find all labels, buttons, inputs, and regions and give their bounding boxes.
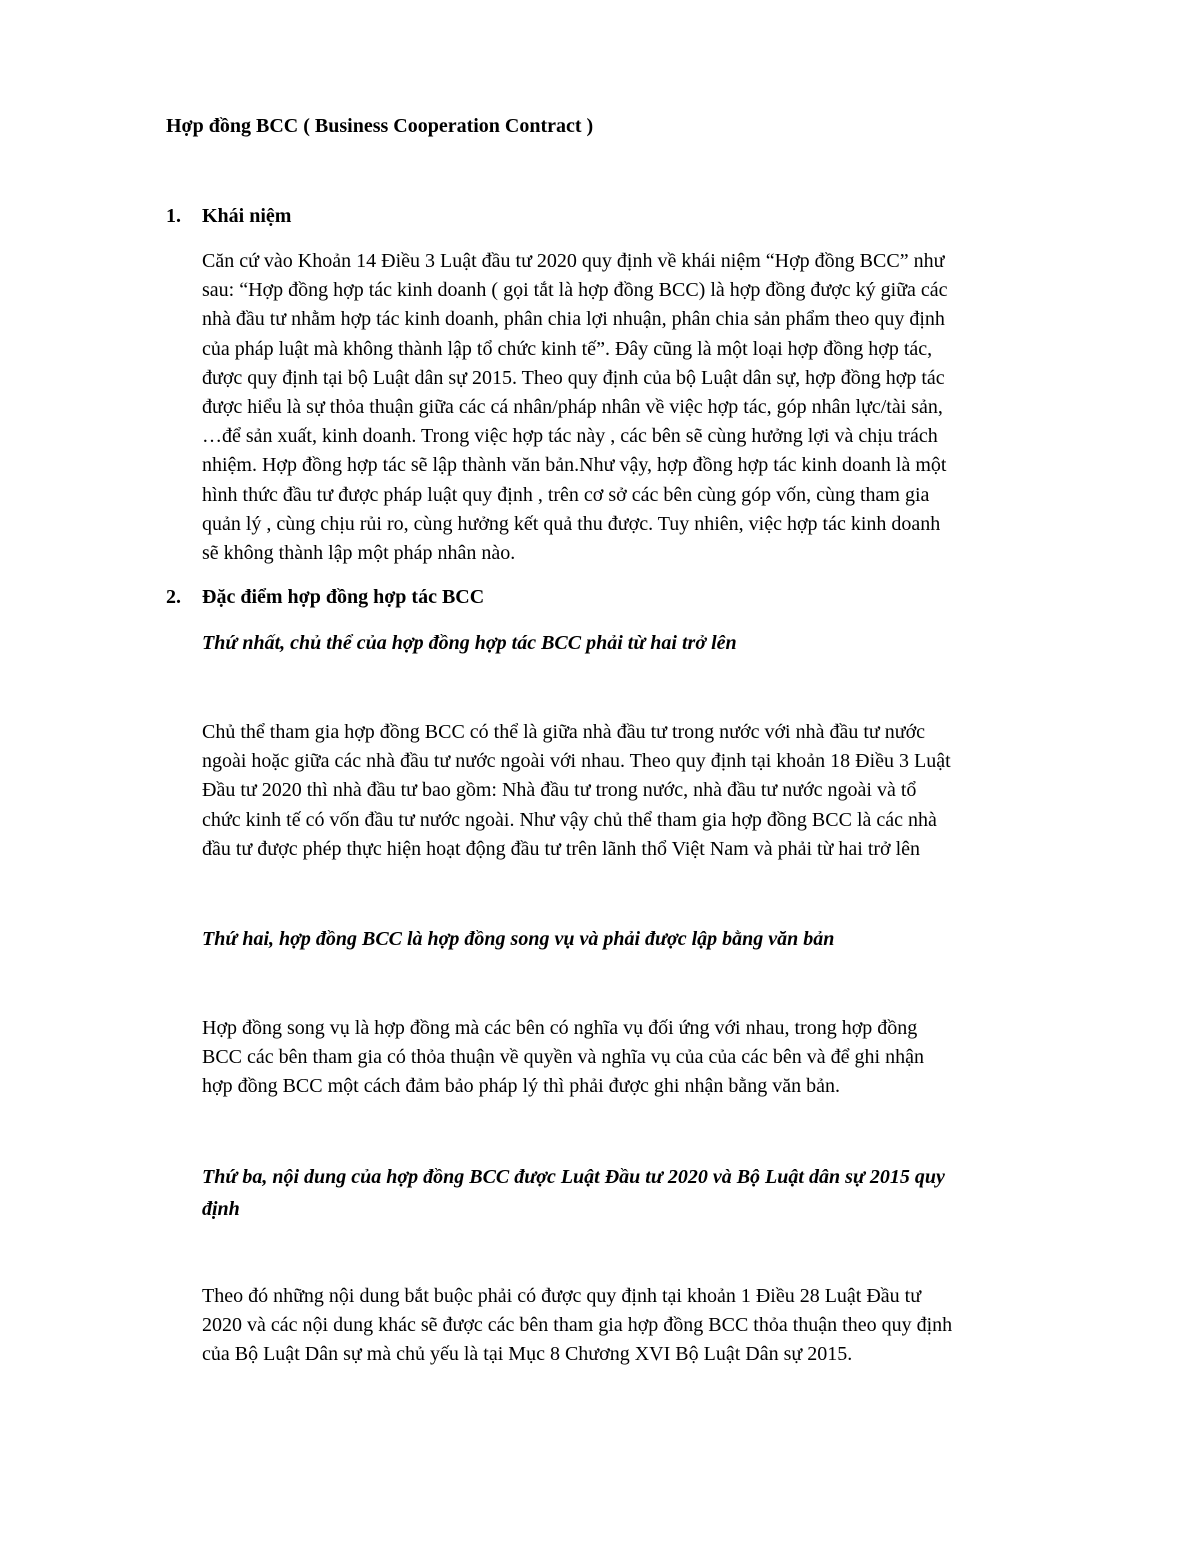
- section-heading-2: [166, 581, 485, 613]
- paragraph-line: được quy định tại bộ Luật dân sự 2015. Theo quy định của bộ Luật dân sự, hợp đồng hợp tác: [202, 366, 945, 389]
- paragraph-line: Theo đó những nội dung bắt buộc phải có được quy định tại khoản 1 Điều 28 Luật Đầu tư: [202, 1285, 922, 1307]
- subsection-heading-2: [202, 923, 1102, 955]
- paragraph-line: được hiểu là sự thỏa thuận giữa các cá nhân/pháp nhân về việc hợp tác, góp nhân lực/tài sản,: [202, 396, 943, 419]
- paragraph-line: sau: “Hợp đồng hợp tác kinh doanh ( gọi tắt là hợp đồng BCC) là hợp đồng được ký giữa các: [202, 279, 948, 302]
- paragraph-line: 2020 và các nội dung khác sẽ được các bên tham gia hợp đồng BCC thỏa thuận theo quy định: [202, 1314, 953, 1337]
- paragraph-line: Đầu tư 2020 thì nhà đầu tư bao gồm: Nhà đầu tư trong nước, nhà đầu tư nước ngoài và tổ: [202, 779, 917, 802]
- paragraph-line: hợp đồng BCC một cách đảm bảo pháp lý thì phải được ghi nhận bằng văn bản.: [202, 1075, 840, 1098]
- paragraph-line: của pháp luật mà không thành lập tổ chức kinh tế”. Đây cũng là một loại hợp đồng hợp tác,: [202, 337, 933, 360]
- section-number: 2.: [166, 586, 181, 608]
- paragraph-line: của Bộ Luật Dân sự mà chủ yếu là tại Mục 8 Chương XVI Bộ Luật Dân sự 2015.: [202, 1343, 853, 1366]
- subsection-2-paragraph: [202, 1014, 1102, 1102]
- paragraph-line: đầu tư được phép thực hiện hoạt động đầu tư trên lãnh thổ Việt Nam và phải từ hai trở lên: [202, 837, 921, 860]
- paragraph-line: nhiệm. Hợp đồng hợp tác sẽ lập thành văn bản.Như vậy, hợp đồng hợp tác kinh doanh là một: [202, 454, 947, 477]
- section-heading-text: Đặc điểm hợp đồng hợp tác BCC: [202, 586, 485, 608]
- paragraph-line: ngoài hoặc giữa các nhà đầu tư nước ngoài với nhau. Theo quy định tại khoản 18 Điều 3 Luật: [202, 750, 951, 773]
- paragraph-line: quản lý , cùng chịu rủi ro, cùng hưởng kết quả thu được. Tuy nhiên, việc hợp tác kinh doanh: [202, 512, 941, 535]
- subsection-heading-line: định: [202, 1198, 240, 1220]
- paragraph-line: BCC các bên tham gia có thỏa thuận về quyền và nghĩa vụ của của các bên và để ghi nhận: [202, 1046, 924, 1069]
- document-title: Hợp đồng BCC ( Business Cooperation Contract ): [166, 115, 594, 137]
- subsection-heading-line: Thứ hai, hợp đồng BCC là hợp đồng song vụ và phải được lập bằng văn bản: [202, 928, 835, 950]
- section-1-paragraph: [202, 247, 1102, 568]
- paragraph-line: hình thức đầu tư được pháp luật quy định , trên cơ sở các bên cùng góp vốn, cùng tham gia: [202, 483, 930, 506]
- section-heading-text: Khái niệm: [202, 205, 292, 227]
- section-number: 1.: [166, 205, 181, 227]
- paragraph-line: Chủ thể tham gia hợp đồng BCC có thể là giữa nhà đầu tư trong nước với nhà đầu tư nước: [202, 721, 926, 743]
- section-heading-1: [166, 200, 292, 232]
- subsection-heading-line: Thứ nhất, chủ thể của hợp đồng hợp tác BCC phải từ hai trở lên: [202, 632, 737, 654]
- subsection-heading-1: [202, 627, 1102, 659]
- subsection-3-paragraph: [202, 1282, 1102, 1370]
- paragraph-line: Hợp đồng song vụ là hợp đồng mà các bên có nghĩa vụ đối ứng với nhau, trong hợp đồng: [202, 1017, 918, 1039]
- subsection-1-paragraph: [202, 718, 1102, 864]
- paragraph-line: Căn cứ vào Khoản 14 Điều 3 Luật đầu tư 2020 quy định về khái niệm “Hợp đồng BCC” như: [202, 250, 945, 272]
- subsection-heading-line: Thứ ba, nội dung của hợp đồng BCC được Luật Đầu tư 2020 và Bộ Luật dân sự 2015 quy: [202, 1166, 945, 1188]
- paragraph-line: chức kinh tế có vốn đầu tư nước ngoài. Như vậy chủ thể tham gia hợp đồng BCC là các nhà: [202, 808, 937, 831]
- paragraph-line: …để sản xuất, kinh doanh. Trong việc hợp tác này , các bên sẽ cùng hưởng lợi và chịu trách: [202, 425, 938, 448]
- subsection-heading-3: [202, 1161, 1102, 1225]
- paragraph-line: sẽ không thành lập một pháp nhân nào.: [202, 542, 516, 565]
- paragraph-line: nhà đầu tư nhằm hợp tác kinh doanh, phân chia lợi nhuận, phân chia sản phẩm theo quy định: [202, 308, 945, 331]
